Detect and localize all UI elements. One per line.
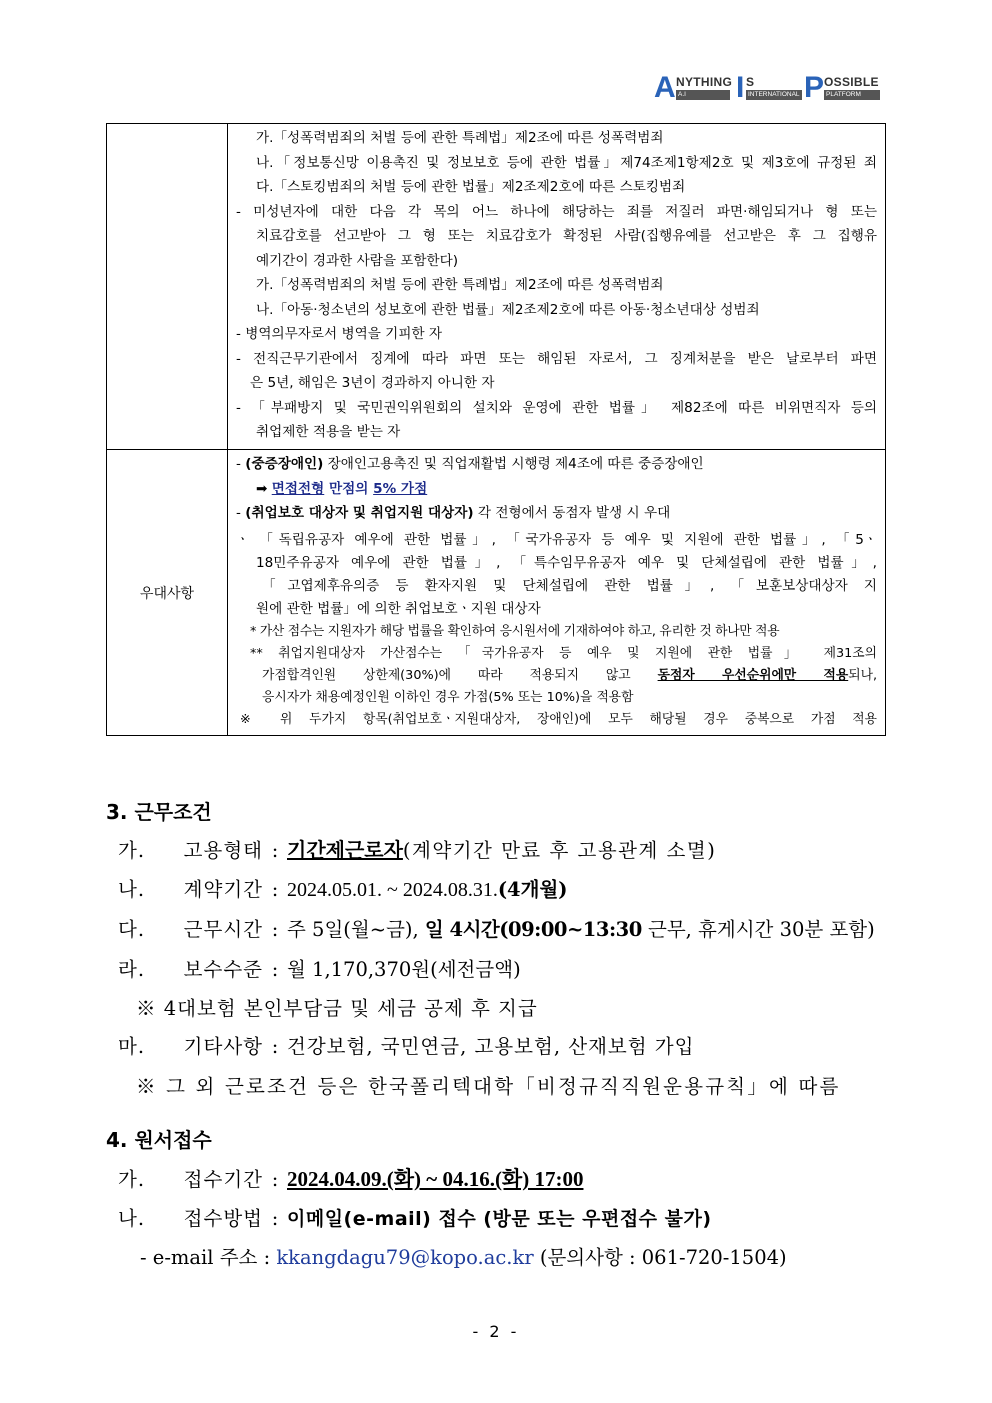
application-method-row	[118, 1203, 712, 1231]
row-key: 다. 근무시간	[118, 918, 263, 941]
row-content	[228, 450, 886, 736]
contract-months: (4개월)	[497, 878, 568, 901]
logo-sub-ai: A.I	[676, 90, 730, 100]
logo-word-s: S	[746, 75, 755, 89]
email-row	[140, 1242, 787, 1270]
list-item: 예기간이 경과한 사람을 포함한다)	[256, 252, 459, 269]
other-value: 건강보험, 국민연금, 고용보험, 산재보험 가입	[287, 1035, 695, 1058]
work-hours: 일 4시간(09:00~13:30	[424, 918, 642, 941]
colon: :	[271, 839, 279, 862]
logo-sub-platform: PLATFORM	[824, 90, 880, 100]
list-item: 가.「성폭력범죄의 처벌 등에 관한 특례법」제2조에 따른 성폭력범죄	[256, 130, 664, 146]
logo-word-nything: NYTHING	[676, 75, 733, 89]
row-key: 가. 고용형태	[118, 839, 263, 862]
salary-row	[118, 954, 521, 982]
application-period: 2024.04.09.(화) ~ 04.16.(화) 17:00	[287, 1167, 584, 1191]
employment-text: 각 전형에서 동점자 발생 시 우대	[473, 505, 671, 521]
section-title-application: 4. 원서접수	[106, 1128, 212, 1152]
bonus-stage: 면접전형	[271, 480, 325, 497]
requirements-table	[106, 123, 886, 736]
page-number: - 2 -	[472, 1322, 520, 1341]
table-row	[107, 450, 886, 736]
list-item: - 병역의무자로서 병역을 기피한 자	[236, 326, 443, 342]
arrow-right-icon: ➡	[256, 480, 268, 497]
list-item: ㆍ 「독립유공자 예우에 관한 법률」, 「국가유공자 등 예우 및 지원에 관한 법률」, 「5ㆍ	[236, 531, 877, 548]
colon: :	[271, 918, 279, 941]
note-item: * 가산 점수는 지원자가 해당 법률을 확인하여 응시원서에 기재하여야 하고, 유리한 것 하나만 적용	[250, 623, 780, 639]
note-item: ※ 위 두가지 항목(취업보호ㆍ지원대상자, 장애인)에 모두 해당될 경우 중복으로 가점 적용	[240, 711, 877, 727]
employment-type: 기간제근로자	[287, 838, 403, 862]
note-bold: 동점자 우선순위에만 적용	[657, 667, 849, 683]
application-period-row	[118, 1163, 583, 1193]
list-item: 나.「아동·청소년의 성보호에 관한 법률」제2조제2호에 따른 아동·청소년대상 성범죄	[256, 301, 760, 318]
brand-logo	[654, 71, 880, 104]
row-key: 나. 접수방법	[118, 1207, 263, 1230]
list-item: 은 5년, 해임은 3년이 경과하지 아니한 자	[250, 375, 495, 391]
colon: :	[271, 878, 279, 901]
note-text: 가점합격인원 상한제(30%)에 따라 적용되지 않고	[262, 667, 658, 683]
bonus-text: 만점의	[324, 480, 374, 497]
list-item: 취업제한 적용을 받는 자	[256, 424, 401, 440]
section-title-work-conditions: 3. 근무조건	[106, 800, 212, 824]
note-item: ** 취업지원대상자 가산점수는 「국가유공자 등 예우 및 지원에 관한 법률」 제31조의	[250, 645, 877, 661]
disabled-title: (중증장애인)	[245, 456, 324, 472]
note-item: 응시자가 채용예정인원 이하인 경우 가점(5% 또는 10%)을 적용함	[262, 689, 634, 705]
logo-word-ossible: OSSIBLE	[824, 75, 879, 89]
note-tail: 되나,	[848, 667, 878, 683]
list-item: 가.「성폭력범죄의 처벌 등에 관한 특례법」제2조에 따른 성폭력범죄	[256, 277, 664, 293]
logo-letter-a: A	[654, 71, 676, 104]
list-item: 원에 관한 법률」에 의한 취업보호ㆍ지원 대상자	[256, 600, 541, 617]
application-method: 이메일(e-mail) 접수 (방문 또는 우편접수 불가)	[287, 1208, 712, 1230]
list-item: 18민주유공자 예우에 관한 법률」, 「특수임무유공자 예우 및 단체설립에 관한 법률」,	[256, 554, 877, 571]
colon: :	[271, 1168, 279, 1191]
row-label	[107, 124, 228, 450]
logo-letter-i: I	[736, 71, 745, 104]
disabled-text: 장애인고용촉진 및 직업재활법 시행령 제4조에 따른 중증장애인	[323, 456, 704, 472]
rules-note: ※ 그 외 근로조건 등은 한국폴리텍대학「비정규직직원운용규칙」에 따름	[136, 1075, 841, 1098]
email-label: - e-mail 주소 :	[140, 1246, 277, 1269]
note-item	[236, 665, 877, 687]
contract-period-row	[118, 874, 568, 902]
other-row	[118, 1031, 694, 1059]
employment-note: (계약기간 만료 후 고용관계 소멸)	[402, 839, 717, 862]
list-item: - (취업보호 대상자 및 취업지원 대상자) 각 전형에서 동점자 발생 시 우대	[236, 505, 671, 521]
list-item: 「고엽제후유의증 등 환자지원 및 단체설립에 관한 법률」, 「보훈보상대상자 지	[262, 577, 877, 594]
colon: :	[271, 1207, 279, 1230]
colon: :	[271, 958, 279, 981]
list-item: 다.「스토킹범죄의 처벌 등에 관한 법률」제2조제2호에 따른 스토킹범죄	[256, 179, 686, 195]
logo-sub-international: INTERNATIONAL	[746, 90, 802, 100]
colon: :	[271, 1035, 279, 1058]
list-item	[236, 477, 877, 502]
row-key: 가. 접수기간	[118, 1168, 263, 1191]
list-item: - 「부패방지 및 국민권익위원회의 설치와 운영에 관한 법률」 제82조에 따른 비위면직자 등의	[236, 399, 877, 416]
table-row	[107, 124, 886, 450]
list-item: 치료감호를 선고받아 그 형 또는 치료감호가 확정된 사람(집행유예를 선고받은 후 그 집행유	[256, 228, 877, 244]
list-item: - (중증장애인) 장애인고용촉진 및 직업재활법 시행령 제4조에 따른 중증장애인	[236, 456, 704, 472]
contract-period: 2024.05.01. ~ 2024.08.31.	[287, 879, 498, 901]
employment-type-row	[118, 834, 716, 863]
insurance-note: ※ 4대보험 본인부담금 및 세금 공제 후 지급	[136, 997, 538, 1020]
work-hours-row	[118, 914, 875, 942]
work-days: 주 5일(월~금),	[287, 918, 425, 941]
list-item: - 미성년자에 대한 다음 각 목의 어느 하나에 해당하는 죄를 저질러 파면·해임되거나 형 또는	[236, 203, 877, 220]
logo-letter-p: P	[804, 71, 825, 104]
row-label-preference: 우대사항	[107, 450, 228, 736]
list-item: - 전직근무기관에서 징계에 따라 파면 또는 해임된 자로서, 그 징계처분을 받은 날로부터 파면	[236, 350, 877, 367]
email-link[interactable]: kkangdagu79@kopo.ac.kr	[276, 1246, 534, 1269]
salary: 월 1,170,370원(세전금액)	[287, 958, 521, 981]
row-key: 마. 기타사항	[118, 1035, 263, 1058]
list-item: 나.「정보통신망 이용촉진 및 정보보호 등에 관한 법률」제74조제1항제2호 및 제3호에 규정된 죄	[256, 154, 877, 171]
contact-info: (문의사항 : 061-720-1504)	[539, 1246, 787, 1269]
row-content	[228, 124, 886, 450]
row-key: 나. 계약기간	[118, 878, 263, 901]
employment-title: (취업보호 대상자 및 취업지원 대상자)	[245, 505, 474, 521]
bonus-rate: 5% 가점	[373, 480, 428, 497]
work-hours-note: 근무, 휴게시간 30분 포함)	[641, 918, 875, 941]
row-key: 라. 보수수준	[118, 958, 263, 981]
